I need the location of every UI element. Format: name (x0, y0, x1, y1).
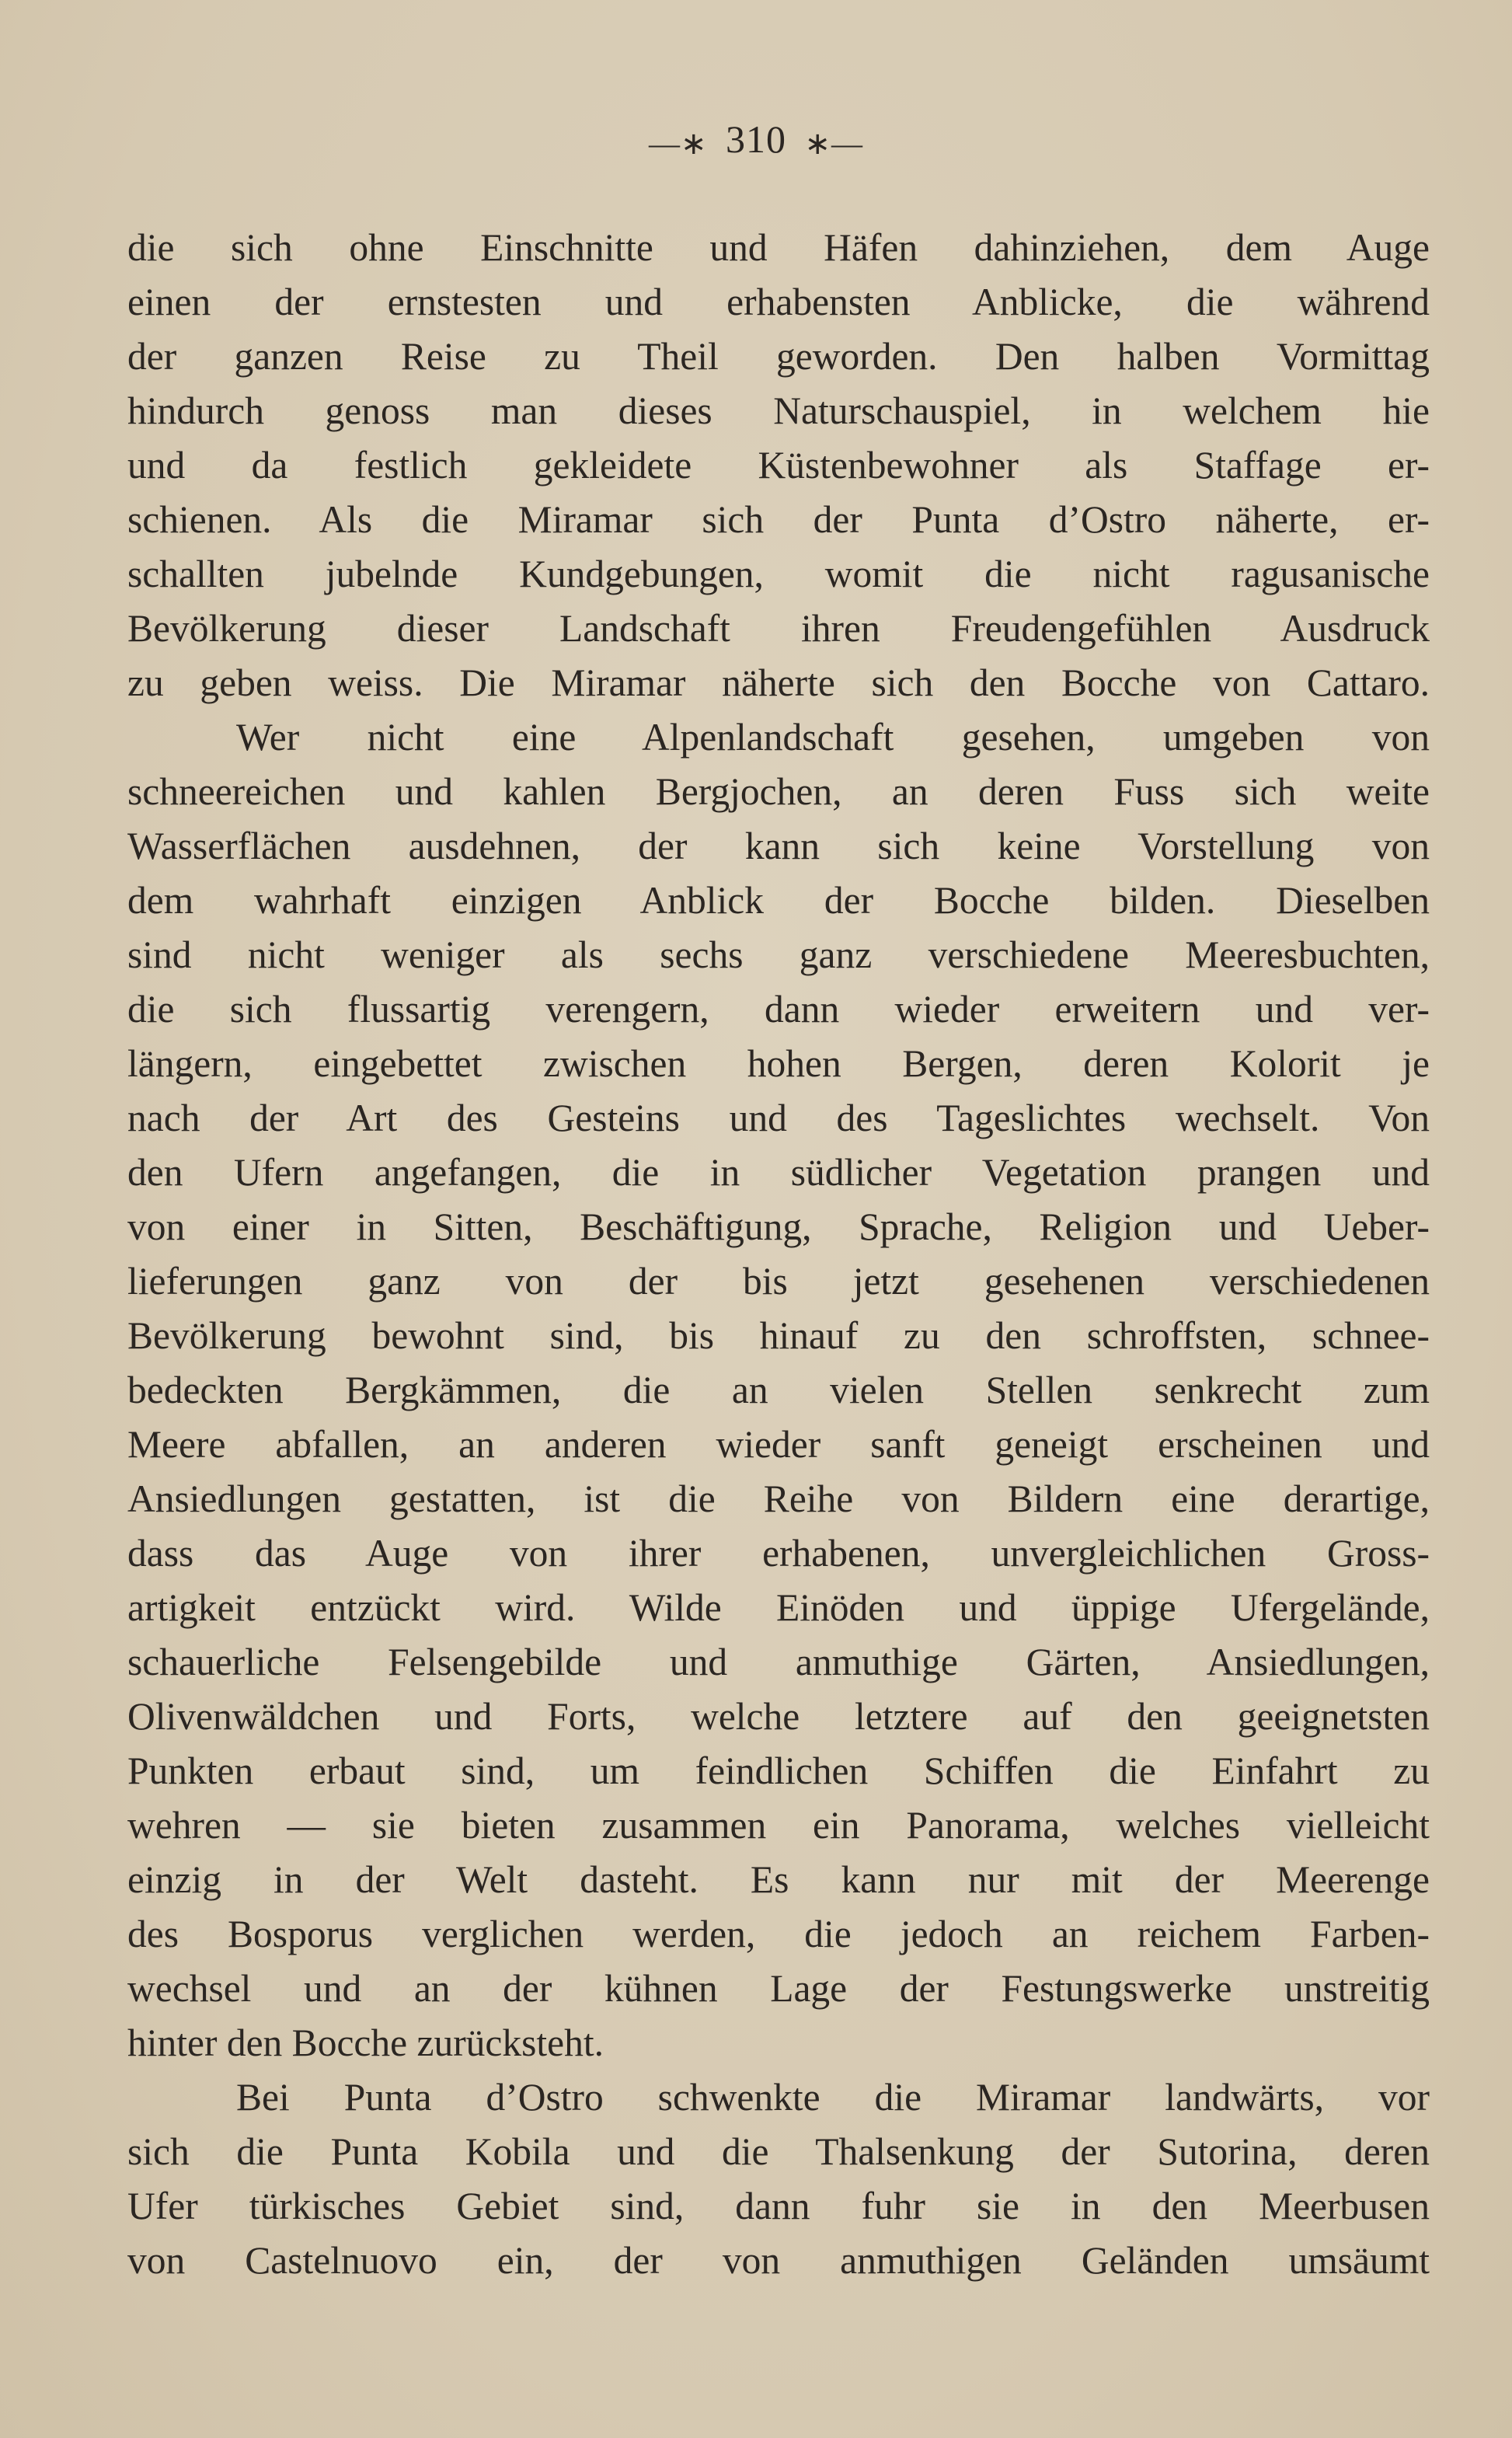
page-header (0, 117, 1512, 162)
text-line: längern, eingebettet zwischen hohen Bergen, deren Kolorit je (127, 1042, 1430, 1085)
text-line: die sich ohne Einschnitte und Häfen dahinziehen, dem Auge (127, 226, 1430, 269)
text-line: schienen. Als die Miramar sich der Punta d’Ostro näherte, er- (127, 498, 1430, 541)
body-text (127, 221, 1430, 2288)
page-number: 310 (726, 117, 786, 161)
text-line: Bevölkerung dieser Landschaft ihren Freudengefühlen Ausdruck (127, 607, 1430, 650)
text-line: Bei Punta d’Ostro schwenkte die Miramar landwärts, vor (236, 2076, 1430, 2119)
text-line: lieferungen ganz von der bis jetzt gesehenen verschiedenen (127, 1260, 1430, 1303)
text-line: Ufer türkisches Gebiet sind, dann fuhr sie in den Meerbusen (127, 2185, 1430, 2227)
text-line: und da festlich gekleidete Küstenbewohner als Staffage er- (127, 444, 1430, 487)
text-line: schallten jubelnde Kundgebungen, womit die nicht ragusanische (127, 553, 1430, 595)
text-line: Meere abfallen, an anderen wieder sanft geneigt erscheinen und (127, 1423, 1430, 1466)
text-line: wehren — sie bieten zusammen ein Panorama, welches vielleicht (127, 1804, 1430, 1847)
text-line: den Ufern angefangen, die in südlicher Vegetation prangen und (127, 1151, 1430, 1194)
text-line: dass das Auge von ihrer erhabenen, unvergleichlichen Gross- (127, 1532, 1430, 1575)
text-line: hinter den Bocche zurücksteht. (127, 2021, 604, 2064)
text-line: Wasserflächen ausdehnen, der kann sich keine Vorstellung von (127, 825, 1430, 867)
text-line: hindurch genoss man dieses Naturschauspiel, in welchem hie (127, 389, 1430, 432)
text-line: einen der ernstesten und erhabensten Anblicke, die während (127, 281, 1430, 323)
text-line: sind nicht weniger als sechs ganz verschiedene Meeresbuchten, (127, 933, 1430, 976)
text-line: des Bosporus verglichen werden, die jedoch an reichem Farben- (127, 1913, 1430, 1955)
text-line: wechsel und an der kühnen Lage der Festungswerke unstreitig (127, 1967, 1430, 2010)
text-line: nach der Art des Gesteins und des Tageslichtes wechselt. Von (127, 1097, 1430, 1139)
text-line: Bevölkerung bewohnt sind, bis hinauf zu den schroffsten, schnee- (127, 1314, 1430, 1357)
text-line: Olivenwäldchen und Forts, welche letztere auf den geeignetsten (127, 1695, 1430, 1738)
text-line: der ganzen Reise zu Theil geworden. Den halben Vormittag (127, 335, 1430, 378)
text-line: Punkten erbaut sind, um feindlichen Schiffen die Einfahrt zu (127, 1749, 1430, 1792)
ornament-right: ∗— (804, 126, 864, 162)
text-line: Wer nicht eine Alpenlandschaft gesehen, umgeben von (236, 716, 1430, 759)
text-line: die sich flussartig verengern, dann wieder erweitern und ver- (127, 988, 1430, 1031)
text-line: Ansiedlungen gestatten, ist die Reihe von Bildern eine derartige, (127, 1477, 1430, 1520)
text-line: sich die Punta Kobila und die Thalsenkung der Sutorina, deren (127, 2130, 1430, 2173)
ornament-left: —∗ (648, 126, 708, 162)
text-line: von einer in Sitten, Beschäftigung, Sprache, Religion und Ueber- (127, 1205, 1430, 1248)
text-line: zu geben weiss. Die Miramar näherte sich den Bocche von Cattaro. (127, 661, 1430, 704)
text-line: dem wahrhaft einzigen Anblick der Bocche bilden. Dieselben (127, 879, 1430, 922)
text-line: einzig in der Welt dasteht. Es kann nur mit der Meerenge (127, 1858, 1430, 1901)
text-line: schneereichen und kahlen Bergjochen, an deren Fuss sich weite (127, 770, 1430, 813)
text-line: schauerliche Felsengebilde und anmuthige Gärten, Ansiedlungen, (127, 1641, 1430, 1683)
text-line: artigkeit entzückt wird. Wilde Einöden und üppige Ufergelände, (127, 1586, 1430, 1629)
text-line: von Castelnuovo ein, der von anmuthigen Geländen umsäumt (127, 2239, 1430, 2282)
text-line: bedeckten Bergkämmen, die an vielen Stellen senkrecht zum (127, 1369, 1430, 1411)
